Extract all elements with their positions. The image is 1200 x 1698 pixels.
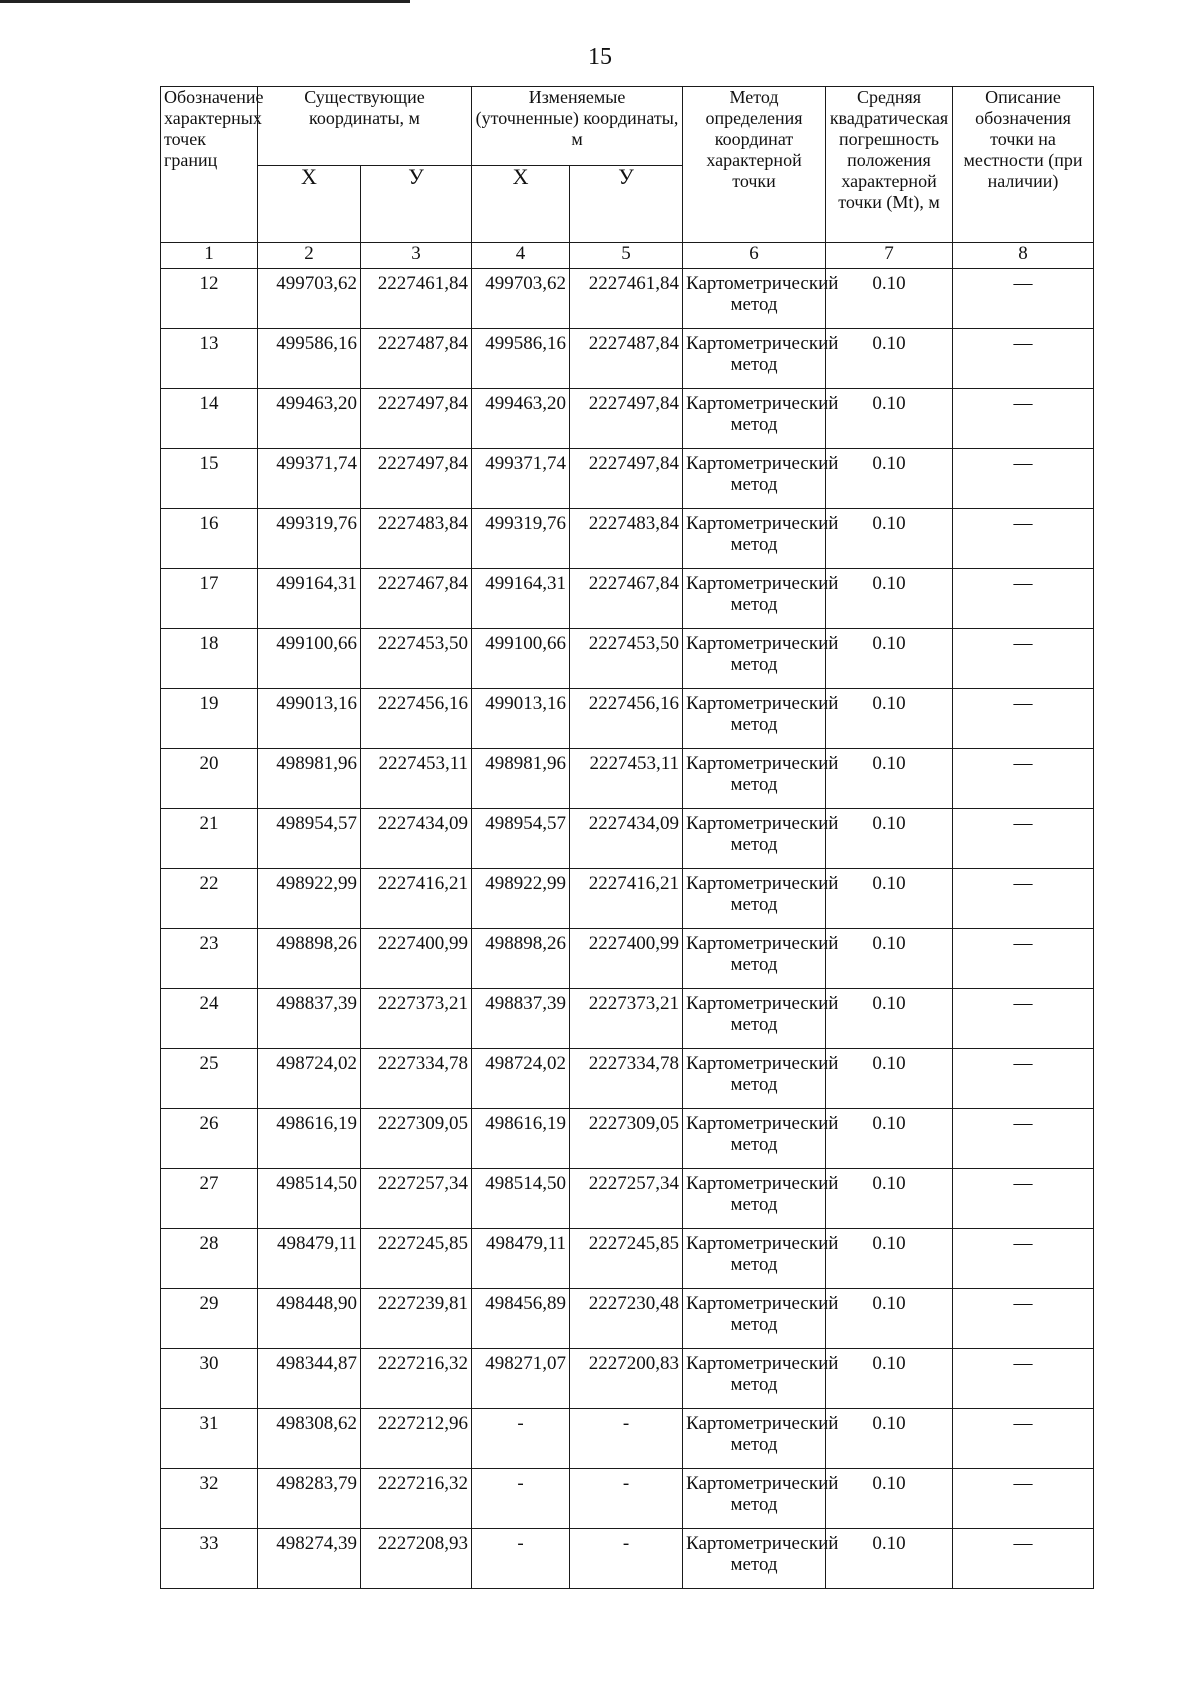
existing-y-cell: 2227309,05 xyxy=(361,1109,472,1169)
changed-x-cell: 499586,16 xyxy=(472,329,570,389)
method-cell: Картометрический метод xyxy=(683,989,826,1049)
coordinates-table xyxy=(160,86,1094,1589)
header-existing: Существующие координаты, м xyxy=(258,87,472,166)
description-cell: — xyxy=(953,929,1094,989)
existing-x-cell: 498616,19 xyxy=(258,1109,361,1169)
existing-y-cell: 2227400,99 xyxy=(361,929,472,989)
changed-y-cell: 2227467,84 xyxy=(570,569,683,629)
existing-y-cell: 2227453,11 xyxy=(361,749,472,809)
table-row xyxy=(161,1229,1094,1289)
column-number: 6 xyxy=(683,243,826,269)
existing-x-cell: 498837,39 xyxy=(258,989,361,1049)
changed-x-cell: 499164,31 xyxy=(472,569,570,629)
point-cell: 27 xyxy=(161,1169,258,1229)
method-cell: Картометрический метод xyxy=(683,1169,826,1229)
point-cell: 23 xyxy=(161,929,258,989)
existing-y-cell: 2227497,84 xyxy=(361,449,472,509)
description-cell: — xyxy=(953,689,1094,749)
changed-y-cell: 2227230,48 xyxy=(570,1289,683,1349)
existing-y-cell: 2227373,21 xyxy=(361,989,472,1049)
error-cell: 0.10 xyxy=(826,989,953,1049)
error-cell: 0.10 xyxy=(826,1529,953,1589)
method-cell: Картометрический метод xyxy=(683,869,826,929)
existing-x-cell: 499371,74 xyxy=(258,449,361,509)
existing-y-cell: 2227467,84 xyxy=(361,569,472,629)
changed-y-cell: 2227416,21 xyxy=(570,869,683,929)
method-cell: Картометрический метод xyxy=(683,749,826,809)
table-row xyxy=(161,1469,1094,1529)
error-cell: 0.10 xyxy=(826,809,953,869)
column-number: 5 xyxy=(570,243,683,269)
header-changed-x: X xyxy=(472,166,570,243)
description-cell: — xyxy=(953,749,1094,809)
method-cell: Картометрический метод xyxy=(683,929,826,989)
changed-y-cell: 2227497,84 xyxy=(570,449,683,509)
point-cell: 13 xyxy=(161,329,258,389)
point-cell: 30 xyxy=(161,1349,258,1409)
table-row xyxy=(161,809,1094,869)
header-error: Средняя квадратическая погрешность положения характерной точки (Mt), м xyxy=(826,87,953,243)
existing-x-cell: 498344,87 xyxy=(258,1349,361,1409)
column-number: 2 xyxy=(258,243,361,269)
description-cell: — xyxy=(953,449,1094,509)
changed-y-cell: - xyxy=(570,1529,683,1589)
changed-y-cell: 2227309,05 xyxy=(570,1109,683,1169)
description-cell: — xyxy=(953,389,1094,449)
changed-x-cell: 498898,26 xyxy=(472,929,570,989)
point-cell: 31 xyxy=(161,1409,258,1469)
existing-y-cell: 2227487,84 xyxy=(361,329,472,389)
error-cell: 0.10 xyxy=(826,569,953,629)
changed-x-cell: 498981,96 xyxy=(472,749,570,809)
table-row xyxy=(161,689,1094,749)
point-cell: 16 xyxy=(161,509,258,569)
existing-y-cell: 2227216,32 xyxy=(361,1469,472,1529)
error-cell: 0.10 xyxy=(826,269,953,329)
error-cell: 0.10 xyxy=(826,329,953,389)
changed-x-cell: 498954,57 xyxy=(472,809,570,869)
description-cell: — xyxy=(953,1229,1094,1289)
description-cell: — xyxy=(953,569,1094,629)
point-cell: 29 xyxy=(161,1289,258,1349)
description-cell: — xyxy=(953,1109,1094,1169)
table-row xyxy=(161,569,1094,629)
point-cell: 25 xyxy=(161,1049,258,1109)
existing-x-cell: 499463,20 xyxy=(258,389,361,449)
changed-y-cell: 2227453,50 xyxy=(570,629,683,689)
point-cell: 32 xyxy=(161,1469,258,1529)
error-cell: 0.10 xyxy=(826,1169,953,1229)
existing-x-cell: 498922,99 xyxy=(258,869,361,929)
point-cell: 17 xyxy=(161,569,258,629)
method-cell: Картометрический метод xyxy=(683,689,826,749)
method-cell: Картометрический метод xyxy=(683,1289,826,1349)
description-cell: — xyxy=(953,809,1094,869)
point-cell: 19 xyxy=(161,689,258,749)
table-row xyxy=(161,449,1094,509)
table-header xyxy=(161,87,1094,269)
error-cell: 0.10 xyxy=(826,929,953,989)
existing-x-cell: 499586,16 xyxy=(258,329,361,389)
description-cell: — xyxy=(953,1169,1094,1229)
header-changed: Изменяемые (уточненные) координаты, м xyxy=(472,87,683,166)
existing-x-cell: 498514,50 xyxy=(258,1169,361,1229)
method-cell: Картометрический метод xyxy=(683,1049,826,1109)
description-cell: — xyxy=(953,329,1094,389)
header-point: Обозначение характерных точек границ xyxy=(161,87,258,243)
changed-x-cell: 499319,76 xyxy=(472,509,570,569)
changed-x-cell: 499371,74 xyxy=(472,449,570,509)
error-cell: 0.10 xyxy=(826,1289,953,1349)
changed-y-cell: 2227334,78 xyxy=(570,1049,683,1109)
method-cell: Картометрический метод xyxy=(683,569,826,629)
point-cell: 15 xyxy=(161,449,258,509)
existing-x-cell: 499703,62 xyxy=(258,269,361,329)
existing-x-cell: 498283,79 xyxy=(258,1469,361,1529)
changed-x-cell: - xyxy=(472,1409,570,1469)
point-cell: 14 xyxy=(161,389,258,449)
changed-y-cell: 2227497,84 xyxy=(570,389,683,449)
existing-x-cell: 498954,57 xyxy=(258,809,361,869)
changed-y-cell: 2227257,34 xyxy=(570,1169,683,1229)
method-cell: Картометрический метод xyxy=(683,449,826,509)
existing-y-cell: 2227208,93 xyxy=(361,1529,472,1589)
table-body xyxy=(161,269,1094,1589)
error-cell: 0.10 xyxy=(826,1409,953,1469)
existing-x-cell: 498724,02 xyxy=(258,1049,361,1109)
existing-x-cell: 498274,39 xyxy=(258,1529,361,1589)
table-row xyxy=(161,749,1094,809)
table-row xyxy=(161,1169,1094,1229)
description-cell: — xyxy=(953,1469,1094,1529)
method-cell: Картометрический метод xyxy=(683,269,826,329)
existing-x-cell: 498981,96 xyxy=(258,749,361,809)
changed-y-cell: 2227483,84 xyxy=(570,509,683,569)
existing-y-cell: 2227257,34 xyxy=(361,1169,472,1229)
existing-y-cell: 2227453,50 xyxy=(361,629,472,689)
existing-y-cell: 2227216,32 xyxy=(361,1349,472,1409)
table-row xyxy=(161,269,1094,329)
point-cell: 12 xyxy=(161,269,258,329)
table-row xyxy=(161,1289,1094,1349)
changed-y-cell: - xyxy=(570,1409,683,1469)
point-cell: 21 xyxy=(161,809,258,869)
changed-x-cell: 499100,66 xyxy=(472,629,570,689)
error-cell: 0.10 xyxy=(826,1469,953,1529)
changed-y-cell: 2227373,21 xyxy=(570,989,683,1049)
column-number: 3 xyxy=(361,243,472,269)
description-cell: — xyxy=(953,1349,1094,1409)
description-cell: — xyxy=(953,269,1094,329)
changed-x-cell: 499463,20 xyxy=(472,389,570,449)
error-cell: 0.10 xyxy=(826,1109,953,1169)
changed-x-cell: - xyxy=(472,1469,570,1529)
existing-x-cell: 498448,90 xyxy=(258,1289,361,1349)
description-cell: — xyxy=(953,629,1094,689)
existing-y-cell: 2227239,81 xyxy=(361,1289,472,1349)
method-cell: Картометрический метод xyxy=(683,809,826,869)
changed-y-cell: 2227434,09 xyxy=(570,809,683,869)
point-cell: 26 xyxy=(161,1109,258,1169)
error-cell: 0.10 xyxy=(826,389,953,449)
method-cell: Картометрический метод xyxy=(683,389,826,449)
method-cell: Картометрический метод xyxy=(683,629,826,689)
existing-x-cell: 498308,62 xyxy=(258,1409,361,1469)
table-row xyxy=(161,1409,1094,1469)
description-cell: — xyxy=(953,869,1094,929)
error-cell: 0.10 xyxy=(826,1229,953,1289)
changed-y-cell: 2227245,85 xyxy=(570,1229,683,1289)
changed-x-cell: 498456,89 xyxy=(472,1289,570,1349)
method-cell: Картометрический метод xyxy=(683,1109,826,1169)
column-number: 8 xyxy=(953,243,1094,269)
description-cell: — xyxy=(953,989,1094,1049)
table-row xyxy=(161,629,1094,689)
column-number: 7 xyxy=(826,243,953,269)
description-cell: — xyxy=(953,509,1094,569)
description-cell: — xyxy=(953,1289,1094,1349)
header-existing-x: X xyxy=(258,166,361,243)
table-row xyxy=(161,929,1094,989)
changed-x-cell: 498479,11 xyxy=(472,1229,570,1289)
changed-y-cell: 2227400,99 xyxy=(570,929,683,989)
header-row xyxy=(161,87,1094,166)
header-description: Описание обозначения точки на местности (при наличии) xyxy=(953,87,1094,243)
existing-y-cell: 2227212,96 xyxy=(361,1409,472,1469)
changed-x-cell: 499703,62 xyxy=(472,269,570,329)
changed-y-cell: 2227453,11 xyxy=(570,749,683,809)
table-row xyxy=(161,869,1094,929)
changed-x-cell: - xyxy=(472,1529,570,1589)
error-cell: 0.10 xyxy=(826,869,953,929)
method-cell: Картометрический метод xyxy=(683,1409,826,1469)
changed-x-cell: 498271,07 xyxy=(472,1349,570,1409)
method-cell: Картометрический метод xyxy=(683,1469,826,1529)
page-number: 15 xyxy=(588,44,612,70)
method-cell: Картометрический метод xyxy=(683,1349,826,1409)
existing-x-cell: 499319,76 xyxy=(258,509,361,569)
point-cell: 20 xyxy=(161,749,258,809)
method-cell: Картометрический метод xyxy=(683,509,826,569)
error-cell: 0.10 xyxy=(826,689,953,749)
method-cell: Картометрический метод xyxy=(683,1229,826,1289)
error-cell: 0.10 xyxy=(826,1349,953,1409)
point-cell: 33 xyxy=(161,1529,258,1589)
point-cell: 28 xyxy=(161,1229,258,1289)
column-number-row xyxy=(161,243,1094,269)
changed-x-cell: 498616,19 xyxy=(472,1109,570,1169)
point-cell: 18 xyxy=(161,629,258,689)
error-cell: 0.10 xyxy=(826,749,953,809)
error-cell: 0.10 xyxy=(826,449,953,509)
table-row xyxy=(161,1109,1094,1169)
existing-x-cell: 499100,66 xyxy=(258,629,361,689)
existing-y-cell: 2227497,84 xyxy=(361,389,472,449)
changed-y-cell: 2227200,83 xyxy=(570,1349,683,1409)
existing-y-cell: 2227461,84 xyxy=(361,269,472,329)
changed-x-cell: 498837,39 xyxy=(472,989,570,1049)
existing-x-cell: 499013,16 xyxy=(258,689,361,749)
existing-y-cell: 2227483,84 xyxy=(361,509,472,569)
table-row xyxy=(161,329,1094,389)
existing-y-cell: 2227245,85 xyxy=(361,1229,472,1289)
existing-x-cell: 498898,26 xyxy=(258,929,361,989)
changed-y-cell: 2227487,84 xyxy=(570,329,683,389)
changed-x-cell: 498514,50 xyxy=(472,1169,570,1229)
table-row xyxy=(161,1529,1094,1589)
changed-y-cell: 2227456,16 xyxy=(570,689,683,749)
column-number: 1 xyxy=(161,243,258,269)
changed-x-cell: 499013,16 xyxy=(472,689,570,749)
error-cell: 0.10 xyxy=(826,509,953,569)
changed-x-cell: 498922,99 xyxy=(472,869,570,929)
method-cell: Картометрический метод xyxy=(683,1529,826,1589)
top-rule xyxy=(0,0,410,3)
existing-x-cell: 498479,11 xyxy=(258,1229,361,1289)
column-number: 4 xyxy=(472,243,570,269)
changed-y-cell: 2227461,84 xyxy=(570,269,683,329)
existing-x-cell: 499164,31 xyxy=(258,569,361,629)
existing-y-cell: 2227456,16 xyxy=(361,689,472,749)
table-row xyxy=(161,1349,1094,1409)
error-cell: 0.10 xyxy=(826,1049,953,1109)
header-method: Метод определения координат характерной точки xyxy=(683,87,826,243)
changed-y-cell: - xyxy=(570,1469,683,1529)
description-cell: — xyxy=(953,1409,1094,1469)
point-cell: 24 xyxy=(161,989,258,1049)
existing-y-cell: 2227434,09 xyxy=(361,809,472,869)
table-row xyxy=(161,989,1094,1049)
point-cell: 22 xyxy=(161,869,258,929)
table-row xyxy=(161,509,1094,569)
existing-y-cell: 2227416,21 xyxy=(361,869,472,929)
error-cell: 0.10 xyxy=(826,629,953,689)
table-row xyxy=(161,1049,1094,1109)
method-cell: Картометрический метод xyxy=(683,329,826,389)
existing-y-cell: 2227334,78 xyxy=(361,1049,472,1109)
description-cell: — xyxy=(953,1049,1094,1109)
header-existing-y: У xyxy=(361,166,472,243)
changed-x-cell: 498724,02 xyxy=(472,1049,570,1109)
header-changed-y: У xyxy=(570,166,683,243)
description-cell: — xyxy=(953,1529,1094,1589)
table-row xyxy=(161,389,1094,449)
